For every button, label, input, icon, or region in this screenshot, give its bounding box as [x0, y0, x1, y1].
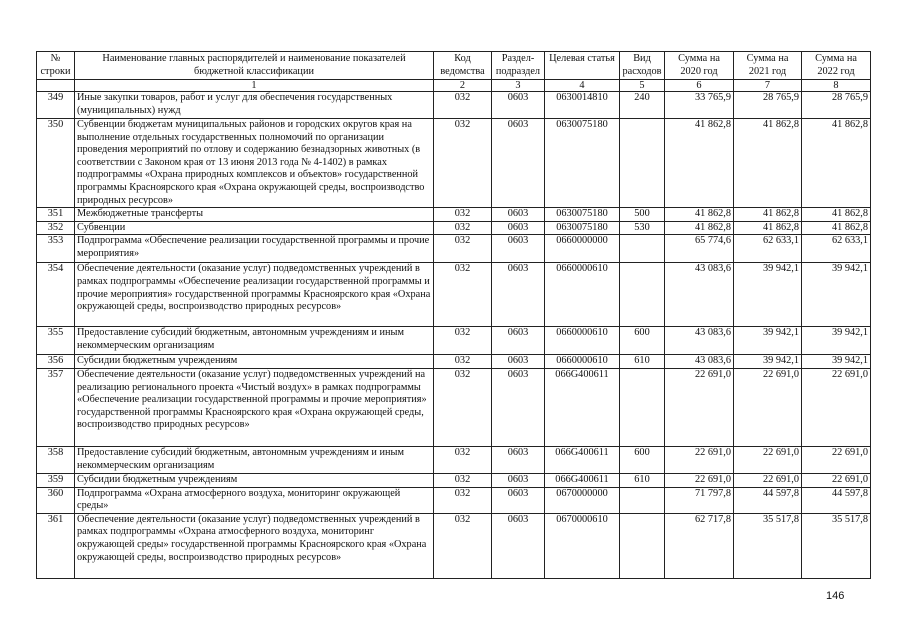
- row-dept-code: 032: [434, 221, 492, 235]
- row-number: 352: [37, 221, 75, 235]
- row-target: 0630075180: [545, 221, 620, 235]
- row-sum-2022: 41 862,8: [802, 119, 871, 208]
- row-sum-2020: 41 862,8: [665, 208, 734, 222]
- row-number: 350: [37, 119, 75, 208]
- column-number: 6: [665, 80, 734, 92]
- row-sum-2020: 62 717,8: [665, 513, 734, 578]
- column-numbers-row: [37, 80, 871, 92]
- row-target: 066G400611: [545, 446, 620, 473]
- row-number: 354: [37, 263, 75, 327]
- row-name: Подпрограмма «Обеспечение реализации государственной программы и прочие мероприятия»: [75, 235, 434, 263]
- row-sum-2020: 71 797,8: [665, 487, 734, 513]
- row-sum-2022: 41 862,8: [802, 221, 871, 235]
- row-dept-code: 032: [434, 473, 492, 487]
- row-expense-type: [620, 513, 665, 578]
- row-expense-type: 610: [620, 473, 665, 487]
- budget-page: [36, 51, 870, 579]
- row-sum-2020: 41 862,8: [665, 221, 734, 235]
- row-target: 0630014810: [545, 92, 620, 119]
- row-target: 066G400611: [545, 473, 620, 487]
- row-expense-type: [620, 263, 665, 327]
- column-number: 7: [734, 80, 802, 92]
- row-sum-2021: 22 691,0: [734, 473, 802, 487]
- row-sum-2022: 39 942,1: [802, 327, 871, 355]
- row-expense-type: 500: [620, 208, 665, 222]
- row-sum-2022: 39 942,1: [802, 263, 871, 327]
- row-sum-2021: 39 942,1: [734, 327, 802, 355]
- row-name: Субвенции: [75, 221, 434, 235]
- row-dept-code: 032: [434, 92, 492, 119]
- row-number: 358: [37, 446, 75, 473]
- row-target: 0660000000: [545, 235, 620, 263]
- row-sum-2021: 41 862,8: [734, 221, 802, 235]
- row-sum-2021: 22 691,0: [734, 368, 802, 446]
- row-section: 0603: [492, 473, 545, 487]
- column-number: 3: [492, 80, 545, 92]
- row-sum-2020: 22 691,0: [665, 473, 734, 487]
- page-number: 146: [826, 590, 845, 602]
- row-dept-code: 032: [434, 119, 492, 208]
- row-dept-code: 032: [434, 355, 492, 369]
- header-target: Целевая статья: [545, 52, 620, 80]
- row-name: Обеспечение деятельности (оказание услуг) подведомственных учреждений в рамках подпрограммы «Обеспечение реализации государственной программы и прочие мероприятия» государственной программы Красноярского края «Охрана окружающей среды, воспроизводство природных ресурсов»: [75, 263, 434, 327]
- row-sum-2021: 22 691,0: [734, 446, 802, 473]
- row-sum-2020: 22 691,0: [665, 446, 734, 473]
- table-row: [37, 446, 871, 473]
- row-name: Обеспечение деятельности (оказание услуг) подведомственных учреждений на реализацию регионального проекта «Чистый воздух» в рамках подпрограммы «Обеспечение реализации государственной программы и прочие мероприятия» государственной программы Красноярского края «Охрана окружающей среды, воспроизводство природных ресурсов»: [75, 368, 434, 446]
- row-section: 0603: [492, 487, 545, 513]
- row-sum-2021: 41 862,8: [734, 119, 802, 208]
- row-sum-2020: 33 765,9: [665, 92, 734, 119]
- header-sum-2022: Сумма на 2022 год: [802, 52, 871, 80]
- row-dept-code: 032: [434, 446, 492, 473]
- row-expense-type: 240: [620, 92, 665, 119]
- table-row: [37, 487, 871, 513]
- row-sum-2022: 44 597,8: [802, 487, 871, 513]
- row-sum-2022: 62 633,1: [802, 235, 871, 263]
- table-row: [37, 235, 871, 263]
- row-dept-code: 032: [434, 235, 492, 263]
- header-section: Раздел-подраздел: [492, 52, 545, 80]
- table-row: [37, 355, 871, 369]
- row-section: 0603: [492, 355, 545, 369]
- row-section: 0603: [492, 446, 545, 473]
- row-dept-code: 032: [434, 487, 492, 513]
- row-section: 0603: [492, 221, 545, 235]
- row-expense-type: [620, 235, 665, 263]
- row-name: Межбюджетные трансферты: [75, 208, 434, 222]
- row-section: 0603: [492, 92, 545, 119]
- row-sum-2022: 22 691,0: [802, 368, 871, 446]
- row-sum-2020: 22 691,0: [665, 368, 734, 446]
- row-sum-2021: 39 942,1: [734, 355, 802, 369]
- row-name: Подпрограмма «Охрана атмосферного воздуха, мониторинг окружающей среды»: [75, 487, 434, 513]
- row-target: 066G400611: [545, 368, 620, 446]
- column-number: 4: [545, 80, 620, 92]
- table-row: [37, 208, 871, 222]
- column-number: 1: [75, 80, 434, 92]
- row-sum-2020: 43 083,6: [665, 327, 734, 355]
- row-name: Субсидии бюджетным учреждениям: [75, 473, 434, 487]
- table-row: [37, 368, 871, 446]
- table-body: [37, 92, 871, 579]
- column-number: 8: [802, 80, 871, 92]
- row-number: 353: [37, 235, 75, 263]
- row-dept-code: 032: [434, 263, 492, 327]
- row-expense-type: 600: [620, 327, 665, 355]
- row-sum-2020: 43 083,6: [665, 263, 734, 327]
- row-sum-2021: 35 517,8: [734, 513, 802, 578]
- row-dept-code: 032: [434, 368, 492, 446]
- row-sum-2022: 35 517,8: [802, 513, 871, 578]
- header-name: Наименование главных распорядителей и наименование показателей бюджетной классификации: [75, 52, 434, 80]
- row-target: 0630075180: [545, 208, 620, 222]
- row-sum-2022: 22 691,0: [802, 446, 871, 473]
- row-number: 351: [37, 208, 75, 222]
- row-section: 0603: [492, 235, 545, 263]
- table-header-row: [37, 52, 871, 80]
- table-row: [37, 263, 871, 327]
- row-sum-2021: 39 942,1: [734, 263, 802, 327]
- table-row: [37, 92, 871, 119]
- row-number: 359: [37, 473, 75, 487]
- row-number: 355: [37, 327, 75, 355]
- row-name: Субвенции бюджетам муниципальных районов и городских округов края на выполнение отдельных государственных полномочий по организации проведения мероприятий по отлову и содержанию безнадзорных животных (в соответствии с Законом края от 13 июня 2013 года № 4-1402) в рамках подпрограммы «Охрана природных комплексов и объектов» государственной программы Красноярского края «Охрана окружающей среды, воспроизводство природных ресурсов»: [75, 119, 434, 208]
- row-sum-2022: 39 942,1: [802, 355, 871, 369]
- row-sum-2021: 44 597,8: [734, 487, 802, 513]
- row-sum-2022: 41 862,8: [802, 208, 871, 222]
- row-target: 0670000610: [545, 513, 620, 578]
- row-section: 0603: [492, 119, 545, 208]
- row-section: 0603: [492, 208, 545, 222]
- header-expense-type: Вид расходов: [620, 52, 665, 80]
- table-row: [37, 513, 871, 578]
- row-expense-type: 530: [620, 221, 665, 235]
- row-sum-2020: 65 774,6: [665, 235, 734, 263]
- row-sum-2020: 43 083,6: [665, 355, 734, 369]
- row-expense-type: [620, 119, 665, 208]
- row-number: 361: [37, 513, 75, 578]
- row-target: 0660000610: [545, 327, 620, 355]
- header-row-no: № строки: [37, 52, 75, 80]
- column-number: 5: [620, 80, 665, 92]
- row-dept-code: 032: [434, 208, 492, 222]
- row-section: 0603: [492, 263, 545, 327]
- row-sum-2020: 41 862,8: [665, 119, 734, 208]
- row-section: 0603: [492, 513, 545, 578]
- table-row: [37, 119, 871, 208]
- row-name: Предоставление субсидий бюджетным, автономным учреждениям и иным некоммерческим организациям: [75, 446, 434, 473]
- row-number: 356: [37, 355, 75, 369]
- row-section: 0603: [492, 327, 545, 355]
- row-number: 360: [37, 487, 75, 513]
- row-sum-2021: 41 862,8: [734, 208, 802, 222]
- row-sum-2022: 22 691,0: [802, 473, 871, 487]
- table-row: [37, 221, 871, 235]
- row-number: 349: [37, 92, 75, 119]
- row-target: 0660000610: [545, 355, 620, 369]
- row-expense-type: [620, 487, 665, 513]
- column-number: [37, 80, 75, 92]
- header-sum-2020: Сумма на 2020 год: [665, 52, 734, 80]
- row-sum-2021: 28 765,9: [734, 92, 802, 119]
- row-name: Иные закупки товаров, работ и услуг для обеспечения государственных (муниципальных) нужд: [75, 92, 434, 119]
- row-section: 0603: [492, 368, 545, 446]
- row-target: 0660000610: [545, 263, 620, 327]
- row-dept-code: 032: [434, 513, 492, 578]
- row-name: Обеспечение деятельности (оказание услуг) подведомственных учреждений в рамках подпрограммы «Охрана атмосферного воздуха, мониторинг окружающей среды» государственной программы Красноярского края «Охрана окружающей среды, воспроизводство природных ресурсов»: [75, 513, 434, 578]
- row-target: 0630075180: [545, 119, 620, 208]
- table-row: [37, 327, 871, 355]
- row-expense-type: 600: [620, 446, 665, 473]
- row-name: Предоставление субсидий бюджетным, автономным учреждениям и иным некоммерческим организациям: [75, 327, 434, 355]
- column-number: 2: [434, 80, 492, 92]
- row-number: 357: [37, 368, 75, 446]
- header-sum-2021: Сумма на 2021 год: [734, 52, 802, 80]
- budget-table: [36, 51, 871, 579]
- row-name: Субсидии бюджетным учреждениям: [75, 355, 434, 369]
- row-expense-type: 610: [620, 355, 665, 369]
- header-dept-code: Код ведомства: [434, 52, 492, 80]
- row-sum-2022: 28 765,9: [802, 92, 871, 119]
- table-row: [37, 473, 871, 487]
- row-expense-type: [620, 368, 665, 446]
- row-sum-2021: 62 633,1: [734, 235, 802, 263]
- row-dept-code: 032: [434, 327, 492, 355]
- row-target: 0670000000: [545, 487, 620, 513]
